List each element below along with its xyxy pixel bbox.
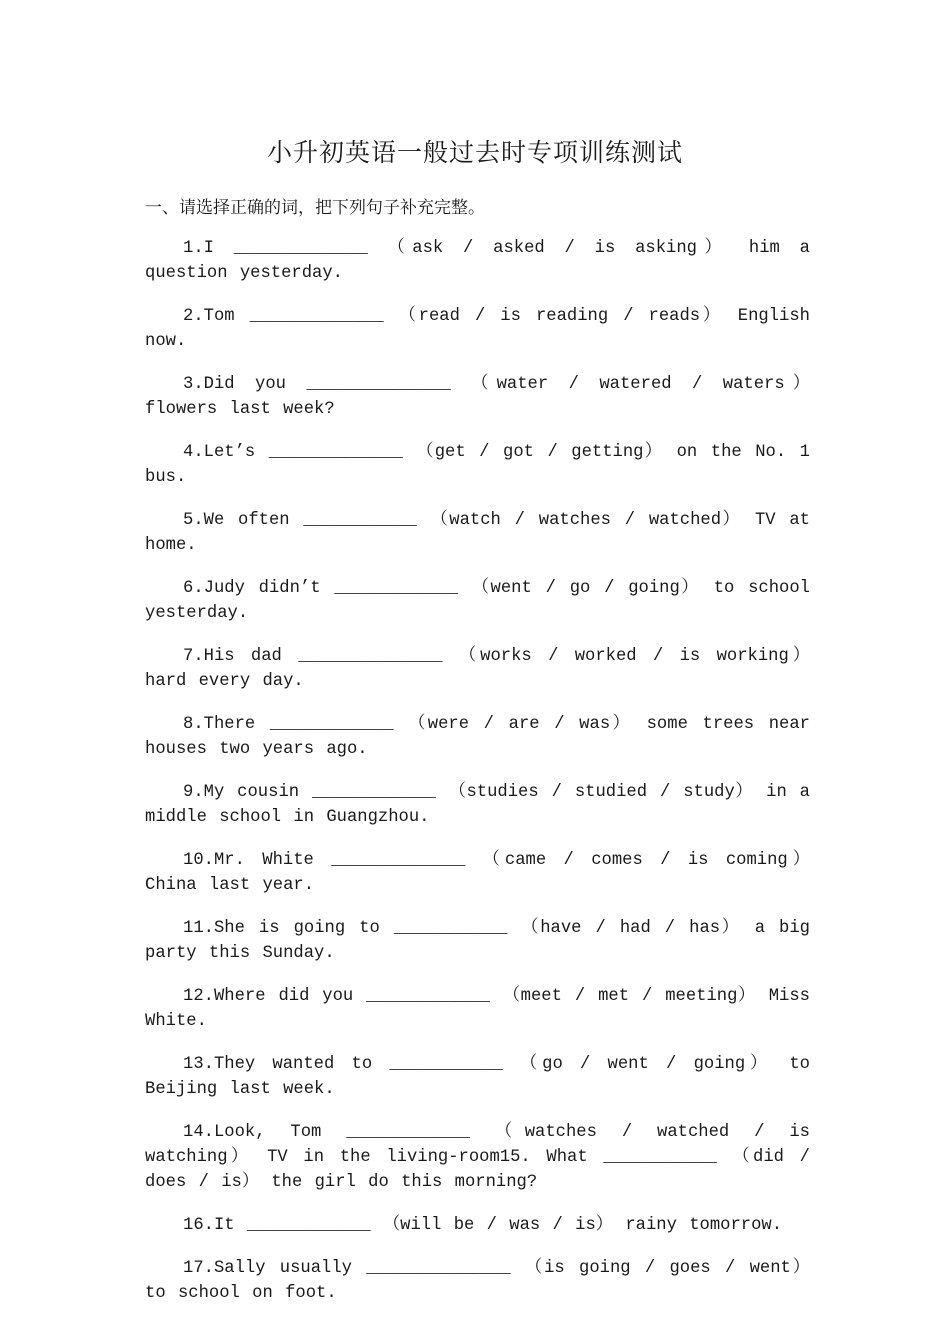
exercise-item: 2.Tom _____________ （read / is reading / reads） English now. (145, 307, 810, 351)
exercise-item: 1.I _____________ （ask / asked / is asking） him a question yesterday. (145, 239, 810, 283)
exercise-item: 12.Where did you ____________ （meet / met / meeting） Miss White. (145, 987, 810, 1031)
exercise-item: 4.Let’s _____________ （get / got / getting） on the No. 1 bus. (145, 443, 810, 487)
exercise-item: 16.It ____________ （will be / was / is） rainy tomorrow. (183, 1216, 783, 1235)
exercise-item: 8.There ____________ （were / are / was） some trees near houses two years ago. (145, 715, 810, 759)
document-title: 小升初英语一般过去时专项训练测试 (266, 138, 683, 167)
exercise-list (145, 236, 810, 1324)
exercise-item: 10.Mr. White _____________ （came / comes / is coming） China last year. (145, 851, 810, 895)
exercise-item: 5.We often ___________ （watch / watches / watched） TV at home. (145, 511, 810, 555)
exercise-item: 17.Sally usually ______________ （is going / goes / went） to school on foot. (145, 1259, 810, 1303)
exercise-item: 3.Did you ______________ （water / watered / waters） flowers last week? (145, 375, 810, 419)
exercise-item: 9.My cousin ____________ （studies / studied / study） in a middle school in Guangzhou. (145, 783, 810, 827)
exercise-item: 13.They wanted to ___________ （go / went / going） to Beijing last week. (145, 1055, 810, 1099)
section-heading: 一、请选择正确的词，把下列句子补充完整。 (145, 198, 485, 218)
exercise-item: 11.She is going to ___________ （have / had / has） a big party this Sunday. (145, 919, 810, 963)
exercise-item: 6.Judy didn’t ____________ （went / go / going） to school yesterday. (145, 579, 810, 623)
exercise-item: 14.Look, Tom ____________ （watches / watched / is watching） TV in the living-room15. What ___________ （did / does / is） the girl do this morning? (145, 1123, 810, 1192)
exercise-item: 7.His dad ______________ （works / worked / is working） hard every day. (145, 647, 810, 691)
